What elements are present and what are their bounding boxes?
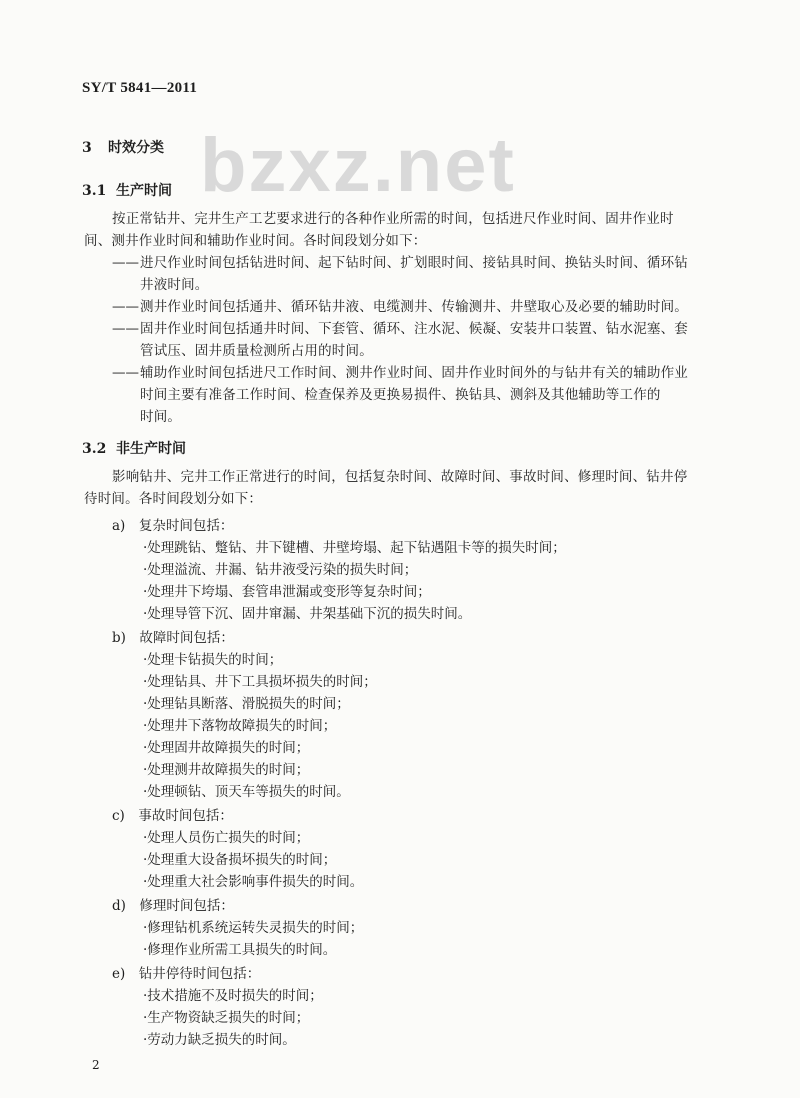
- paragraph-line: 待时间。各时间段划分如下：: [84, 491, 263, 507]
- list-item: ·修理作业所需工具损失的时间。: [143, 942, 337, 958]
- list-item: ·处理重大设备损坏损失的时间；: [143, 852, 337, 868]
- list-item: ·处理卡钻损失的时间；: [143, 652, 283, 668]
- dash-item-line: 井液时间。: [140, 277, 209, 293]
- page-number: 2: [92, 1058, 100, 1072]
- list-label-e: e) 钻井停待时间包括：: [112, 966, 261, 982]
- list-item: ·处理钻具、井下工具损坏损失的时间；: [143, 674, 377, 690]
- dash-marker: ——: [112, 299, 139, 315]
- list-item: ·处理固井故障损失的时间；: [143, 740, 310, 756]
- subsection-title: 非生产时间: [116, 441, 186, 457]
- standard-code: SY/T 5841—2011: [82, 80, 198, 96]
- dash-marker: ——: [112, 365, 139, 381]
- section-title: 时效分类: [108, 140, 164, 156]
- dash-item-line: 进尺作业时间包括钻进时间、起下钻时间、扩划眼时间、接钻具时间、换钻头时间、循环钻: [140, 255, 688, 271]
- list-label-b: b) 故障时间包括：: [112, 630, 234, 646]
- list-item: ·处理溢流、井漏、钻井液受污染的损失时间；: [143, 562, 418, 578]
- list-item: ·技术措施不及时损失的时间；: [143, 988, 323, 1004]
- paragraph-line: 按正常钻井、完井生产工艺要求进行的各种作业所需的时间，包括进尺作业时间、固井作业时: [112, 211, 674, 227]
- dash-item-line: 管试压、固井质量检测所占用的时间。: [140, 343, 373, 359]
- dash-item-line: 时间。: [140, 409, 182, 425]
- list-item: ·生产物资缺乏损失的时间；: [143, 1010, 310, 1026]
- paragraph-line: 间、测井作业时间和辅助作业时间。各时间段划分如下：: [84, 233, 427, 249]
- dash-item-line: 辅助作业时间包括进尺工作时间、测井作业时间、固井作业时间外的与钻井有关的辅助作业: [140, 365, 688, 381]
- list-label-a: a) 复杂时间包括：: [112, 518, 234, 534]
- section-3-2-heading: [82, 438, 186, 458]
- list-item: ·处理跳钻、蹩钻、井下键槽、井壁垮塌、起下钻遇阻卡等的损失时间；: [143, 540, 566, 556]
- subsection-number: 3.2: [82, 441, 107, 457]
- watermark: bzxz.net: [200, 123, 516, 208]
- list-item: ·处理井下落物故障损失的时间；: [143, 718, 337, 734]
- section-number: 3: [82, 140, 92, 156]
- list-item: ·处理井下垮塌、套管串泄漏或变形等复杂时间；: [143, 584, 431, 600]
- dash-item-line: 固井作业时间包括通井时间、下套管、循环、注水泥、候凝、安装井口装置、钻水泥塞、套: [140, 321, 688, 337]
- section-3-1-heading: [82, 180, 172, 200]
- list-item: ·处理测井故障损失的时间；: [143, 762, 310, 778]
- list-item: ·处理顿钻、顶天车等损失的时间。: [143, 784, 350, 800]
- subsection-number: 3.1: [82, 183, 107, 199]
- list-item: ·修理钻机系统运转失灵损失的时间；: [143, 920, 364, 936]
- paragraph-line: 影响钻井、完井工作正常进行的时间，包括复杂时间、故障时间、事故时间、修理时间、钻井停: [112, 469, 688, 485]
- list-item: ·劳动力缺乏损失的时间。: [143, 1032, 296, 1048]
- dash-item-line: 时间主要有准备工作时间、检查保养及更换易损件、换钻具、测斜及其他辅助等工作的: [140, 387, 661, 403]
- dash-marker: ——: [112, 255, 139, 271]
- dash-marker: ——: [112, 321, 139, 337]
- list-label-d: d) 修理时间包括：: [112, 898, 234, 914]
- list-item: ·处理重大社会影响事件损失的时间。: [143, 874, 364, 890]
- list-label-c: c) 事故时间包括：: [112, 808, 233, 824]
- list-item: ·处理人员伤亡损失的时间；: [143, 830, 310, 846]
- dash-item-line: 测井作业时间包括通井、循环钻井液、电缆测井、传输测井、井壁取心及必要的辅助时间。: [140, 299, 688, 315]
- list-item: ·处理钻具断落、滑脱损失的时间；: [143, 696, 350, 712]
- subsection-title: 生产时间: [116, 183, 172, 199]
- section-3-heading: [82, 137, 164, 157]
- list-item: ·处理导管下沉、固井窜漏、井架基础下沉的损失时间。: [143, 606, 472, 622]
